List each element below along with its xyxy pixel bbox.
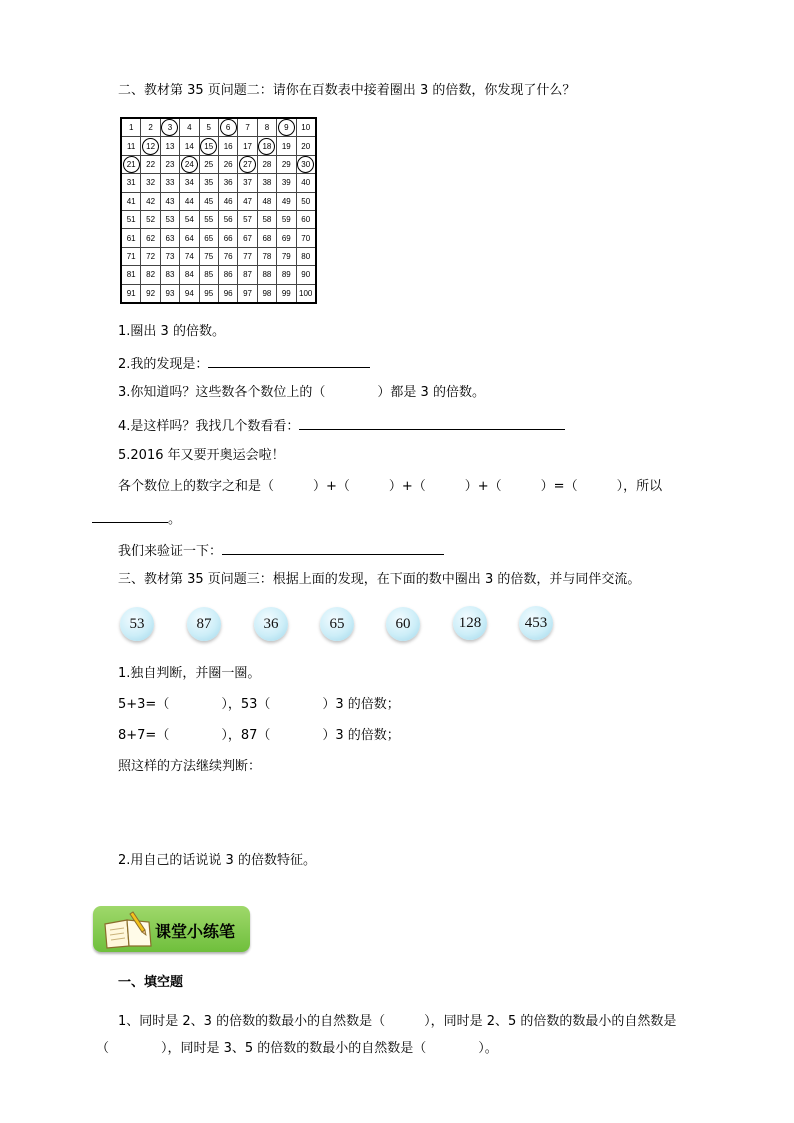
cell-value: 79 — [281, 251, 291, 261]
cell-value: 63 — [165, 233, 175, 243]
number-cell[interactable] — [257, 266, 276, 284]
number-cell[interactable] — [199, 155, 218, 173]
number-cell[interactable] — [296, 284, 316, 303]
number-cell[interactable] — [180, 266, 199, 284]
question-4-label: 4.是这样吗？我找几个数看看： — [118, 419, 300, 434]
number-cell[interactable] — [160, 284, 179, 303]
cell-value: 97 — [243, 288, 252, 298]
cell-value: 10 — [301, 123, 311, 133]
cell-value: 24 — [181, 156, 198, 173]
number-cell[interactable] — [238, 155, 257, 173]
number-cell[interactable] — [121, 284, 141, 303]
cell-value: 72 — [146, 251, 156, 261]
number-cell[interactable] — [277, 137, 296, 155]
number-bubble[interactable]: 36 — [254, 607, 288, 641]
table-row — [121, 229, 316, 247]
cell-value: 70 — [301, 233, 311, 243]
answer-blank[interactable] — [299, 415, 565, 430]
number-cell[interactable] — [180, 118, 199, 137]
table-row — [121, 155, 316, 173]
number-cell[interactable] — [199, 118, 218, 137]
number-cell[interactable] — [277, 266, 296, 284]
cell-value: 74 — [184, 251, 194, 261]
cell-value: 21 — [123, 156, 140, 173]
number-cell[interactable] — [199, 174, 218, 192]
cell-value: 8 — [264, 123, 270, 133]
cell-value: 92 — [146, 288, 156, 298]
number-cell[interactable] — [199, 247, 218, 265]
question-4 — [118, 415, 565, 436]
number-cell[interactable] — [257, 192, 276, 210]
table-row — [121, 174, 316, 192]
cell-value: 5 — [206, 123, 211, 133]
fill-blank-line-1: 1、同时是 2、3 的倍数的数最小的自然数是（ ），同时是 2、5 的倍数的数最小的自然数是 — [118, 1014, 677, 1029]
cell-value: 57 — [243, 215, 252, 225]
number-cell[interactable] — [160, 247, 179, 265]
section3-question-2: 2.用自己的话说说 3 的倍数特征。 — [118, 853, 316, 868]
cell-value: 66 — [223, 233, 233, 243]
cell-value: 44 — [184, 196, 194, 206]
cell-value: 13 — [165, 141, 175, 151]
cell-value: 64 — [184, 233, 194, 243]
number-cell[interactable] — [121, 192, 141, 210]
cell-value: 84 — [184, 270, 194, 280]
cell-value: 60 — [301, 215, 311, 225]
cell-value: 54 — [184, 215, 194, 225]
cell-value: 37 — [243, 178, 252, 188]
book-pencil-icon — [99, 908, 159, 954]
cell-value: 50 — [301, 196, 311, 206]
cell-value: 2 — [148, 123, 153, 133]
cell-value: 17 — [243, 141, 252, 151]
cell-value: 36 — [223, 178, 233, 188]
table-row — [121, 266, 316, 284]
number-cell[interactable] — [160, 229, 179, 247]
number-cell[interactable] — [296, 118, 316, 137]
hundred-table — [120, 117, 317, 304]
cell-value: 14 — [184, 141, 194, 151]
number-cell[interactable] — [180, 284, 199, 303]
number-cell[interactable] — [141, 118, 160, 137]
number-cell[interactable] — [199, 284, 218, 303]
number-cell[interactable] — [238, 229, 257, 247]
cell-value: 39 — [281, 178, 291, 188]
number-cell[interactable] — [218, 137, 237, 155]
number-bubble[interactable]: 453 — [519, 606, 553, 640]
number-cell[interactable] — [257, 174, 276, 192]
number-cell[interactable] — [238, 247, 257, 265]
cell-value: 3 — [161, 119, 178, 136]
cell-value: 61 — [126, 233, 136, 243]
cell-value: 28 — [262, 159, 272, 169]
number-cell[interactable] — [277, 174, 296, 192]
digit-sum-line: 各个数位上的数字之和是（ ）+（ ）+（ ）+（ ）=（ ），所以 — [118, 479, 663, 494]
number-cell[interactable] — [277, 247, 296, 265]
number-cell[interactable] — [180, 155, 199, 173]
cell-value: 88 — [262, 270, 272, 280]
cell-value: 1 — [128, 123, 134, 133]
number-cell[interactable] — [296, 192, 316, 210]
number-cell[interactable] — [257, 155, 276, 173]
number-cell[interactable] — [141, 155, 160, 173]
cell-value: 82 — [146, 270, 156, 280]
number-cell[interactable] — [296, 137, 316, 155]
number-cell[interactable] — [238, 210, 257, 228]
number-cell[interactable] — [141, 229, 160, 247]
number-cell[interactable] — [218, 192, 237, 210]
section3-heading: 三、教材第 35 页问题三：根据上面的发现，在下面的数中圈出 3 的倍数，并与同伴交流。 — [118, 572, 641, 587]
number-cell[interactable] — [277, 229, 296, 247]
number-cell[interactable] — [296, 174, 316, 192]
number-cell[interactable] — [121, 137, 141, 155]
judge-line-53: 5+3=（ ），53（ ）3 的倍数； — [118, 697, 400, 712]
number-cell[interactable] — [257, 118, 276, 137]
table-row — [121, 210, 316, 228]
cell-value: 95 — [204, 288, 214, 298]
cell-value: 78 — [262, 251, 272, 261]
cell-value: 12 — [142, 138, 159, 155]
table-row — [121, 192, 316, 210]
cell-value: 9 — [278, 119, 295, 136]
cell-value: 22 — [146, 159, 156, 169]
cell-value: 32 — [146, 178, 156, 188]
number-cell[interactable] — [238, 137, 257, 155]
question-5: 5.2016 年又要开奥运会啦！ — [118, 448, 285, 463]
cell-value: 19 — [281, 141, 291, 151]
number-cell[interactable] — [141, 266, 160, 284]
question-2 — [118, 353, 370, 374]
number-cell[interactable] — [199, 210, 218, 228]
cell-value: 35 — [204, 178, 214, 188]
cell-value: 77 — [243, 251, 252, 261]
number-cell[interactable] — [277, 284, 296, 303]
cell-value: 41 — [126, 196, 136, 206]
number-cell[interactable] — [180, 137, 199, 155]
number-cell[interactable] — [257, 137, 276, 155]
cell-value: 58 — [262, 215, 272, 225]
cell-value: 18 — [258, 138, 275, 155]
number-cell[interactable] — [257, 229, 276, 247]
verify-label: 我们来验证一下： — [118, 544, 223, 559]
cell-value: 16 — [223, 141, 233, 151]
continue-line: 照这样的方法继续判断： — [118, 759, 262, 774]
cell-value: 25 — [204, 159, 214, 169]
number-cell[interactable] — [121, 247, 141, 265]
number-cell[interactable] — [141, 284, 160, 303]
cell-value: 65 — [204, 233, 214, 243]
number-bubble[interactable]: 128 — [453, 606, 487, 640]
number-cell[interactable] — [199, 266, 218, 284]
number-cell[interactable] — [199, 192, 218, 210]
number-cell[interactable] — [257, 284, 276, 303]
cell-value: 67 — [243, 233, 252, 243]
cell-value: 55 — [204, 215, 214, 225]
practice-heading: 一、填空题 — [118, 975, 184, 990]
number-cell[interactable] — [238, 174, 257, 192]
number-cell[interactable] — [277, 192, 296, 210]
number-cell[interactable] — [180, 174, 199, 192]
number-bubble[interactable]: 53 — [120, 607, 154, 641]
number-cell[interactable] — [160, 192, 179, 210]
cell-value: 75 — [204, 251, 214, 261]
cell-value: 29 — [281, 159, 291, 169]
number-cell[interactable] — [141, 247, 160, 265]
cell-value: 26 — [223, 159, 233, 169]
cell-value: 51 — [126, 215, 136, 225]
judge-line-87: 8+7=（ ），87（ ）3 的倍数； — [118, 728, 400, 743]
number-cell[interactable] — [218, 284, 237, 303]
number-cell[interactable] — [121, 118, 141, 137]
cell-value: 62 — [146, 233, 156, 243]
cell-value: 73 — [165, 251, 175, 261]
table-row — [121, 247, 316, 265]
number-cell[interactable] — [238, 118, 257, 137]
number-cell[interactable] — [180, 210, 199, 228]
banner-title: 课堂小练笔 — [155, 922, 236, 941]
cell-value: 38 — [262, 178, 272, 188]
cell-value: 85 — [204, 270, 214, 280]
cell-value: 71 — [126, 251, 136, 261]
number-cell[interactable] — [218, 155, 237, 173]
cell-value: 94 — [184, 288, 194, 298]
number-cell[interactable] — [296, 229, 316, 247]
number-bubble[interactable]: 60 — [386, 607, 420, 641]
cell-value: 43 — [165, 196, 175, 206]
cell-value: 42 — [146, 196, 156, 206]
cell-value: 45 — [204, 196, 214, 206]
number-cell[interactable] — [238, 266, 257, 284]
number-cell[interactable] — [296, 247, 316, 265]
number-cell[interactable] — [180, 192, 199, 210]
cell-value: 23 — [165, 159, 175, 169]
cell-value: 87 — [243, 270, 252, 280]
cell-value: 20 — [301, 141, 311, 151]
cell-value: 30 — [297, 156, 314, 173]
cell-value: 69 — [281, 233, 291, 243]
cell-value: 31 — [126, 178, 136, 188]
number-cell[interactable] — [180, 229, 199, 247]
number-cell[interactable] — [277, 118, 296, 137]
number-cell[interactable] — [141, 210, 160, 228]
cell-value: 11 — [127, 141, 136, 151]
number-cell[interactable] — [238, 284, 257, 303]
cell-value: 56 — [223, 215, 233, 225]
cell-value: 100 — [299, 288, 313, 298]
number-cell[interactable] — [160, 155, 179, 173]
fill-blank-line-2: （ ），同时是 3、5 的倍数的数最小的自然数是（ ）。 — [96, 1041, 498, 1056]
cell-value: 99 — [281, 288, 291, 298]
answer-blank[interactable] — [222, 540, 444, 555]
table-row — [121, 118, 316, 137]
number-cell[interactable] — [218, 118, 237, 137]
cell-value: 59 — [281, 215, 291, 225]
cell-value: 4 — [187, 123, 192, 133]
cell-value: 68 — [262, 233, 272, 243]
cell-value: 48 — [262, 196, 272, 206]
conclusion-end: 。 — [168, 512, 182, 527]
cell-value: 7 — [245, 123, 250, 133]
cell-value: 90 — [301, 270, 311, 280]
question-2-label: 2.我的发现是： — [118, 357, 209, 372]
cell-value: 83 — [165, 270, 175, 280]
number-cell[interactable] — [160, 118, 179, 137]
cell-value: 91 — [126, 288, 136, 298]
number-cell[interactable] — [277, 155, 296, 173]
number-cell[interactable] — [257, 247, 276, 265]
number-cell[interactable] — [218, 266, 237, 284]
number-cell[interactable] — [238, 192, 257, 210]
cell-value: 46 — [223, 196, 233, 206]
answer-blank[interactable] — [208, 353, 370, 368]
section2-heading: 二、教材第 35 页问题二：请你在百数表中接着圈出 3 的倍数，你发现了什么？ — [118, 83, 576, 98]
table-row — [121, 137, 316, 155]
number-cell[interactable] — [160, 210, 179, 228]
cell-value: 40 — [301, 178, 311, 188]
number-cell[interactable] — [257, 210, 276, 228]
number-cell[interactable] — [121, 210, 141, 228]
cell-value: 33 — [165, 178, 175, 188]
cell-value: 53 — [165, 215, 175, 225]
cell-value: 52 — [146, 215, 156, 225]
section3-question-1: 1.独自判断，并圈一圈。 — [118, 666, 261, 681]
practice-banner — [93, 906, 250, 952]
number-cell[interactable] — [141, 137, 160, 155]
number-cell[interactable] — [180, 247, 199, 265]
number-bubble[interactable]: 87 — [187, 607, 221, 641]
number-cell[interactable] — [199, 229, 218, 247]
cell-value: 80 — [301, 251, 311, 261]
number-cell[interactable] — [218, 229, 237, 247]
cell-value: 86 — [223, 270, 233, 280]
number-cell[interactable] — [141, 192, 160, 210]
cell-value: 47 — [243, 196, 252, 206]
number-cell[interactable] — [160, 174, 179, 192]
number-cell[interactable] — [218, 210, 237, 228]
table-row — [121, 284, 316, 303]
number-cell[interactable] — [199, 137, 218, 155]
conclusion-line — [92, 508, 181, 529]
question-3: 3.你知道吗？这些数各个数位上的（ ）都是 3 的倍数。 — [118, 385, 485, 400]
number-cell[interactable] — [160, 266, 179, 284]
number-bubble[interactable]: 65 — [320, 607, 354, 641]
number-cell[interactable] — [218, 174, 237, 192]
number-cell[interactable] — [141, 174, 160, 192]
cell-value: 34 — [184, 178, 194, 188]
answer-blank[interactable] — [92, 508, 168, 523]
cell-value: 27 — [239, 156, 256, 173]
number-cell[interactable] — [160, 137, 179, 155]
number-cell[interactable] — [296, 155, 316, 173]
cell-value: 93 — [165, 288, 175, 298]
cell-value: 98 — [262, 288, 272, 298]
number-cell[interactable] — [277, 210, 296, 228]
number-cell[interactable] — [296, 210, 316, 228]
verify-line — [118, 540, 444, 561]
cell-value: 15 — [200, 138, 217, 155]
cell-value: 96 — [223, 288, 233, 298]
cell-value: 49 — [281, 196, 291, 206]
number-cell[interactable] — [218, 247, 237, 265]
cell-value: 6 — [220, 119, 237, 136]
cell-value: 76 — [223, 251, 233, 261]
number-cell[interactable] — [121, 229, 141, 247]
number-cell[interactable] — [296, 266, 316, 284]
number-cell[interactable] — [121, 174, 141, 192]
cell-value: 81 — [126, 270, 136, 280]
cell-value: 89 — [281, 270, 291, 280]
question-1: 1.圈出 3 的倍数。 — [118, 324, 225, 339]
number-cell[interactable] — [121, 266, 141, 284]
number-cell[interactable] — [121, 155, 141, 173]
